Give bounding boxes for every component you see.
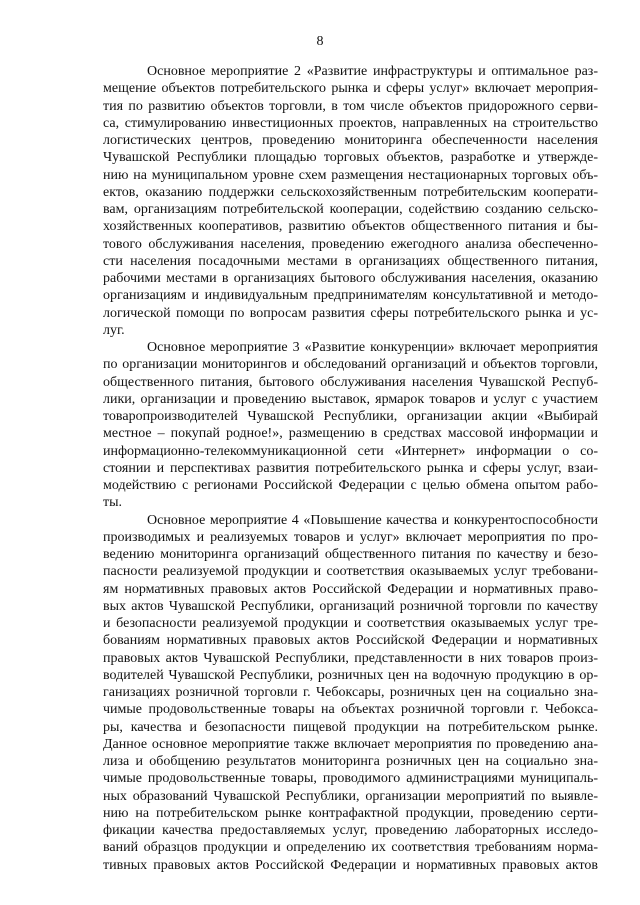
text-line: вых актов Чувашской Республики, организаций розничной торговли по качеству xyxy=(103,598,598,614)
text-line: пасности реализуемой продукции и соответствия оказываемых услуг требовани- xyxy=(103,564,598,580)
text-line: са, стимулированию инвестиционных проектов, направленных на строительство xyxy=(103,115,598,131)
paragraph-1 xyxy=(103,63,598,339)
text-line: Основное мероприятие 4 «Повышение качества и конкурентоспособности xyxy=(147,512,598,528)
text-line: чимые продовольственные товары, проводимого администрациями муниципаль- xyxy=(103,771,598,787)
text-line: местное – покупай родное!», размещению в средствах массовой информации и xyxy=(103,426,598,442)
text-line: ты. xyxy=(103,495,123,511)
page-number: 8 xyxy=(316,34,324,49)
text-line: нию на потребительском рынке контрафактной продукции, проведению серти- xyxy=(103,805,598,821)
paragraph-2 xyxy=(103,339,598,512)
text-line: логистических центров, проведению мониторинга обеспеченности населения xyxy=(103,133,598,148)
text-line: по организации мониторингов и обследований организаций и объектов торговли, xyxy=(103,357,598,373)
text-line: Данное основное мероприятие также включает мероприятия по проведению ана- xyxy=(103,736,598,752)
text-line: стоянии и перспективах развития потребительского рынка и сферы услуг, взаи- xyxy=(103,460,598,476)
text-line: фикации качества предоставляемых услуг, проведению лабораторных исследо- xyxy=(103,823,598,838)
text-line: логической помощи по вопросам развития сферы потребительского рынка и ус- xyxy=(103,305,598,321)
text-line: рабочими местами в организациях бытового обслуживания населения, оказанию xyxy=(103,271,598,286)
text-line: ваний образцов продукции и определению их соответствия требованиям норма- xyxy=(103,840,598,856)
text-line: тивных правовых актов Российской Федерации и нормативных правовых актов xyxy=(103,857,598,873)
text-line: ектов, оказанию поддержки сельскохозяйственным потребительским кооперати- xyxy=(103,184,598,200)
text-line: ных образований Чувашской Республики, организации мероприятий по выявле- xyxy=(103,788,598,804)
text-line: тового обслуживания населения, проведению ежегодного анализа обеспеченно- xyxy=(103,236,598,252)
text-line: общественного питания, бытового обслуживания населения Чувашской Респуб- xyxy=(103,374,598,390)
text-line: ям нормативных правовых актов Российской Федерации и нормативных право- xyxy=(103,581,598,597)
text-line: лиза и обобщению результатов мониторинга розничных цен на социально зна- xyxy=(103,754,598,769)
text-line: модействию с регионами Российской Федерации с целью обмена опытом рабо- xyxy=(103,478,598,493)
text-line: производимых и реализуемых товаров и услуг» включает мероприятия по про- xyxy=(103,529,598,545)
text-line: организациям и индивидуальным предпринимателям консультативной и методо- xyxy=(103,288,598,304)
text-line: ры, качества и безопасности пищевой продукции на потребительском рынке. xyxy=(103,719,598,735)
paragraph-3 xyxy=(103,512,598,874)
text-line: Основное мероприятие 2 «Развитие инфраструктуры и оптимальное раз- xyxy=(147,64,598,79)
text-line: тия по развитию объектов торговли, в том числе объектов придорожного серви- xyxy=(103,98,598,114)
text-line: товаропроизводителей Чувашской Республики, организации акции «Выбирай xyxy=(103,409,598,424)
text-line: правовых актов Чувашской Республики, представленности в них товаров произ- xyxy=(103,650,598,666)
text-line: ганизациях розничной торговли г. Чебоксары, розничных цен на социально зна- xyxy=(103,685,598,700)
text-line: хозяйственных кооперативов, развитию объектов общественного питания и бы- xyxy=(103,219,598,235)
text-line: вам, организациям потребительской кооперации, содействию созданию сельско- xyxy=(103,202,598,217)
text-line: лики, организации и проведению выставок, ярмарок товаров и услуг с участием xyxy=(103,391,598,407)
text-line: ведению мониторинга организаций общественного питания по качеству и безо- xyxy=(103,547,598,562)
text-line: луг. xyxy=(103,322,125,338)
document-body xyxy=(103,63,598,874)
text-line: Чувашской Республики площадью торговых объектов, разработке и утвержде- xyxy=(103,150,598,166)
text-line: водителей Чувашской Республики, розничных цен на водочную продукцию в ор- xyxy=(103,667,598,683)
text-line: Основное мероприятие 3 «Развитие конкуренции» включает мероприятия xyxy=(147,340,598,355)
text-line: информационно-телекоммуникационной сети «Интернет» информации о со- xyxy=(103,443,598,459)
text-line: мещение объектов потребительского рынка и сферы услуг» включает мероприя- xyxy=(103,81,598,97)
text-line: бованиям нормативных правовых актов Российской Федерации и нормативных xyxy=(103,633,598,649)
text-line: и безопасности реализуемой продукции и соответствия оказываемых услуг тре- xyxy=(103,616,598,631)
text-line: чимые продовольственные товары на объектах розничной торговли г. Чебокса- xyxy=(103,702,598,718)
text-line: нию на муниципальном уровне схем размещения нестационарных торговых объ- xyxy=(103,167,598,183)
text-line: сти населения посадочными местами в организациях общественного питания, xyxy=(103,253,598,269)
